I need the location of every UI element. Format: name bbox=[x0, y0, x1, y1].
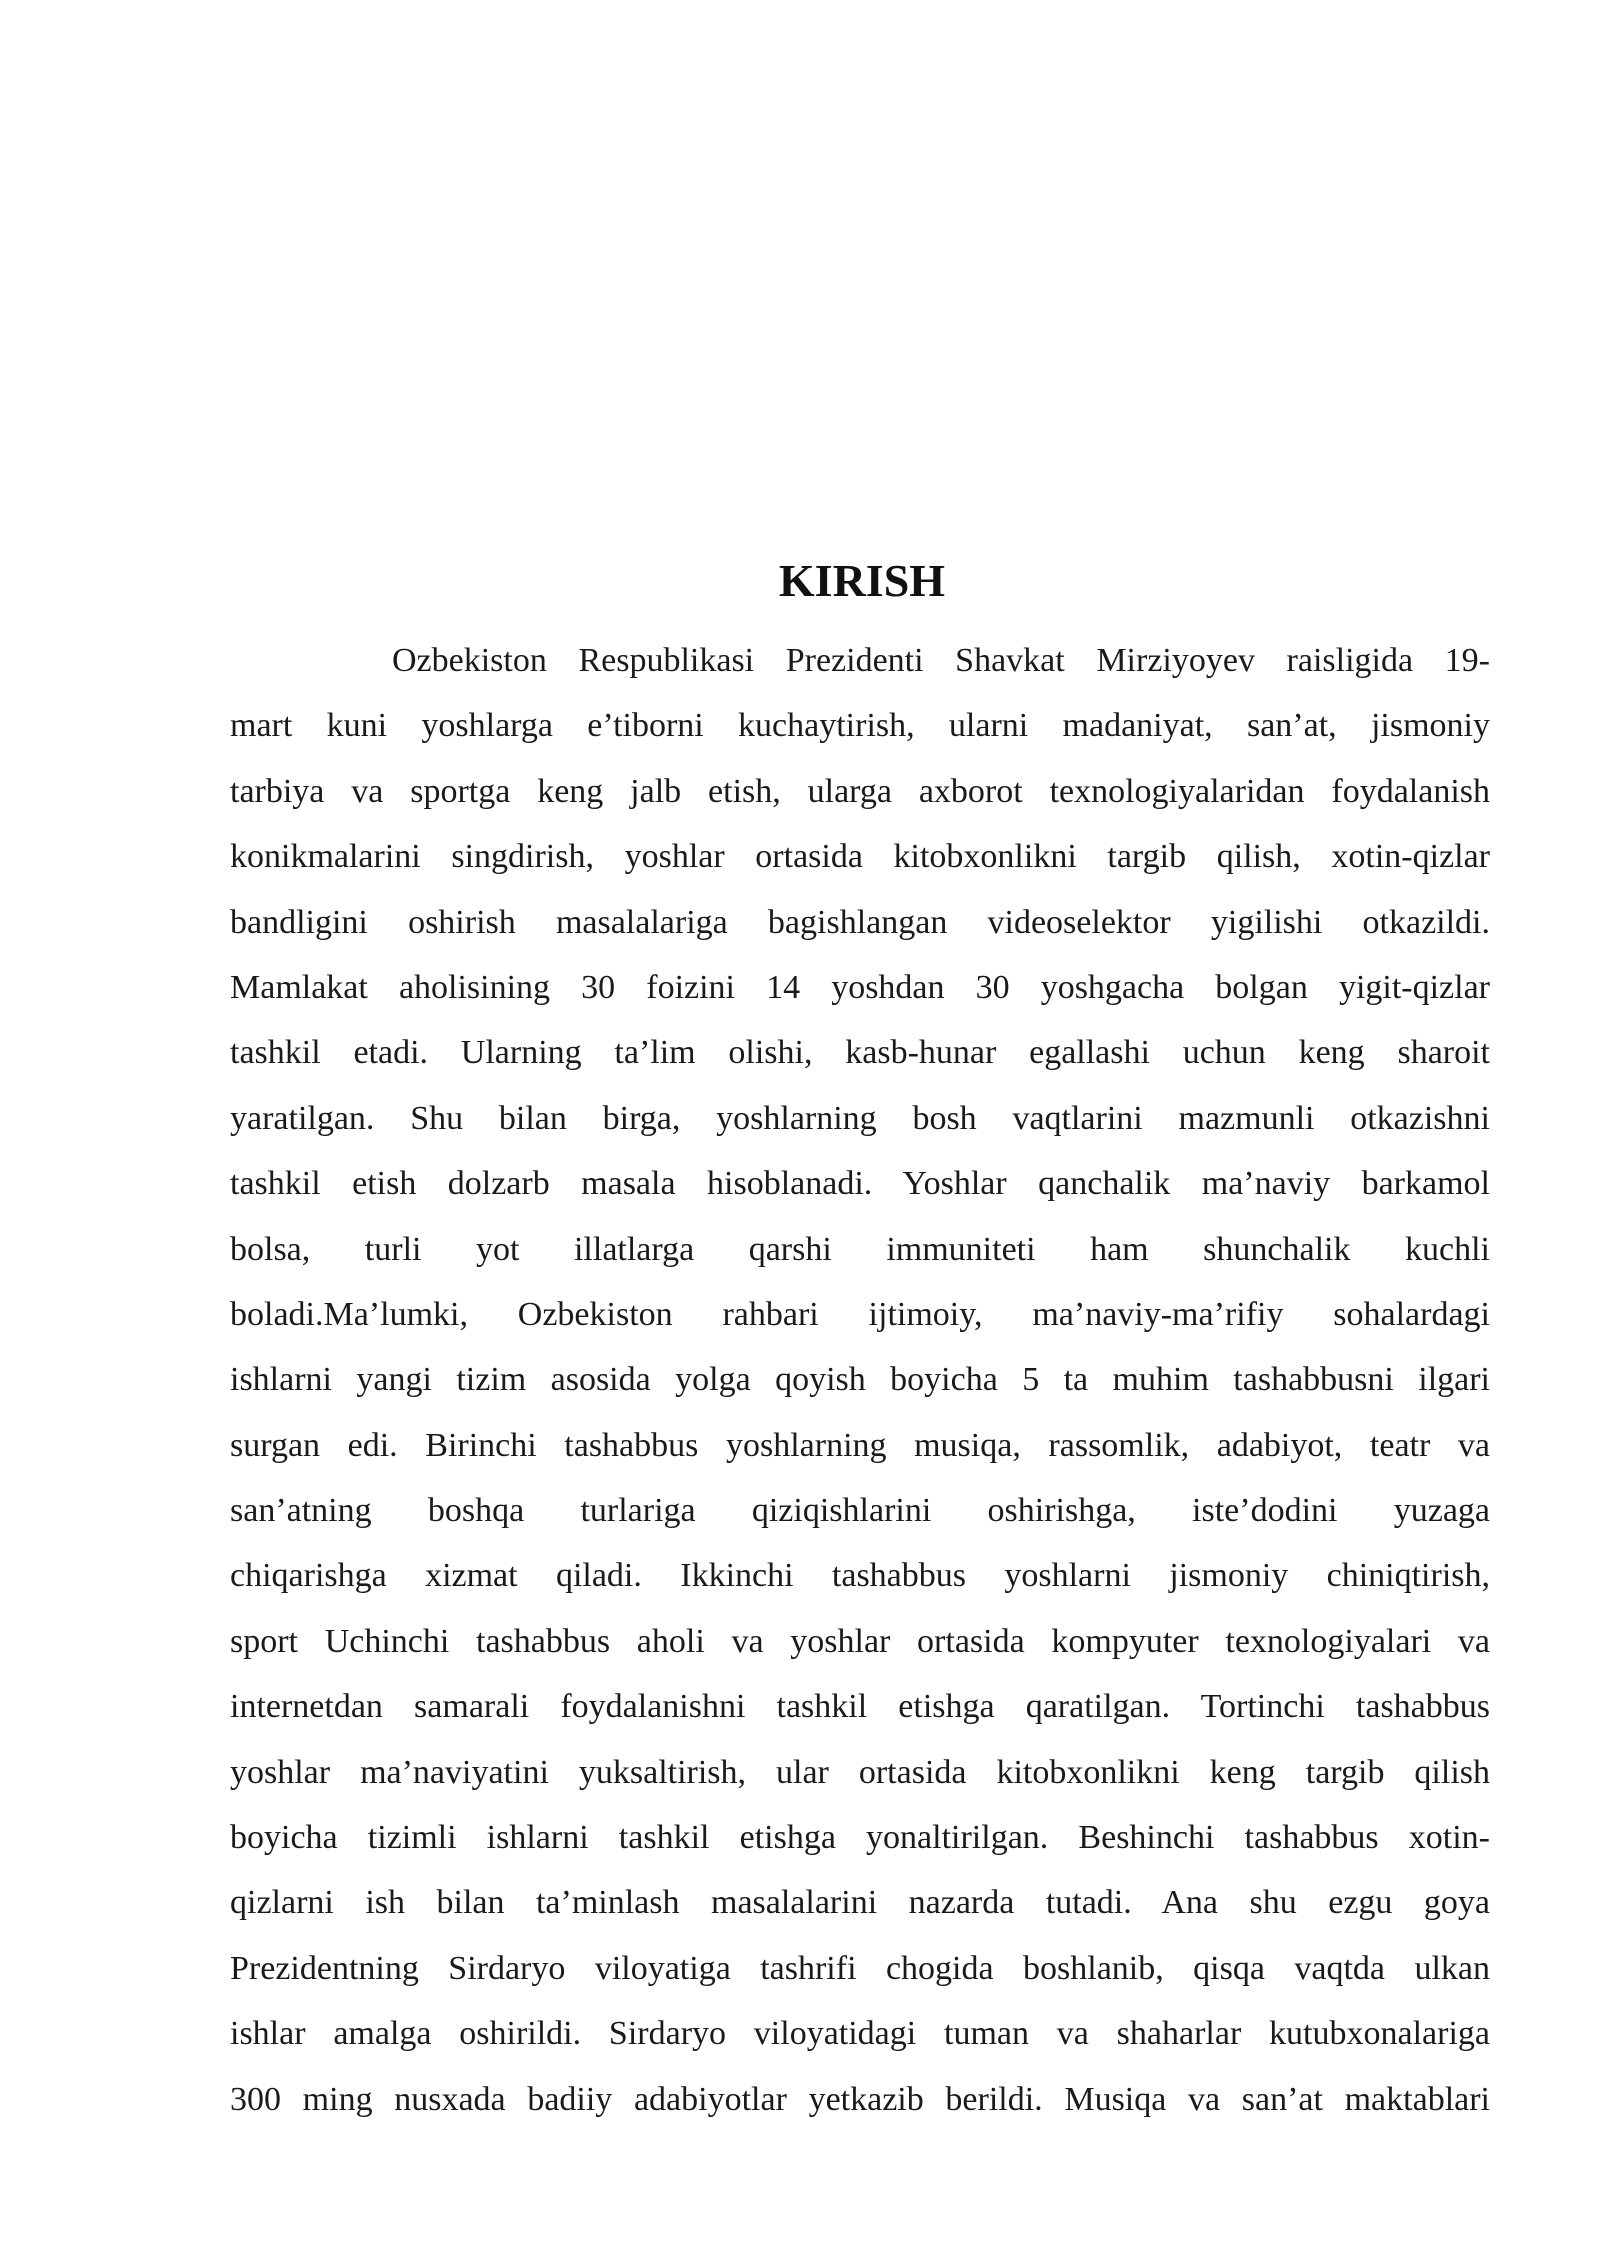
paragraph-line: bolsa, turli yot illatlarga qarshi immuniteti ham shunchalik kuchli bbox=[230, 1230, 1490, 1268]
paragraph-line: sport Uchinchi tashabbus aholi va yoshlar ortasida kompyuter texnologiyalari va bbox=[230, 1622, 1490, 1660]
paragraph-line: yaratilgan. Shu bilan birga, yoshlarning bosh vaqtlarini mazmunli otkazishni bbox=[230, 1099, 1490, 1137]
paragraph-line: san’atning boshqa turlariga qiziqishlarini oshirishga, iste’dodini yuzaga bbox=[230, 1492, 1490, 1530]
paragraph-line: ishlarni yangi tizim asosida yolga qoyish boyicha 5 ta muhim tashabbusni ilgari bbox=[230, 1361, 1490, 1399]
paragraph-line: boyicha tizimli ishlarni tashkil etishga yonaltirilgan. Beshinchi tashabbus xotin- bbox=[230, 1819, 1490, 1857]
paragraph-line: mart kuni yoshlarga e’tiborni kuchaytirish, ularni madaniyat, san’at, jismoniy bbox=[230, 707, 1490, 745]
paragraph-line: surgan edi. Birinchi tashabbus yoshlarning musiqa, rassomlik, adabiyot, teatr va bbox=[230, 1426, 1490, 1464]
paragraph-line: internetdan samarali foydalanishni tashkil etishga qaratilgan. Tortinchi tashabbus bbox=[230, 1688, 1490, 1726]
paragraph-line: tarbiya va sportga keng jalb etish, ularga axborot texnologiyalaridan foydalanish bbox=[230, 772, 1490, 810]
paragraph-line: tashkil etadi. Ularning ta’lim olishi, kasb-hunar egallashi uchun keng sharoit bbox=[230, 1034, 1490, 1072]
paragraph-line: qizlarni ish bilan ta’minlash masalalarini nazarda tutadi. Ana shu ezgu goya bbox=[230, 1884, 1490, 1922]
paragraph-line: bandligini oshirish masalalariga bagishlangan videoselektor yigilishi otkazildi. bbox=[230, 903, 1490, 941]
body-paragraph bbox=[230, 628, 1490, 2132]
paragraph-line: ishlar amalga oshirildi. Sirdaryo viloyatidagi tuman va shaharlar kutubxonalariga bbox=[230, 2015, 1490, 2053]
paragraph-line: konikmalarini singdirish, yoshlar ortasida kitobxonlikni targib qilish, xotin-qizlar bbox=[230, 838, 1490, 876]
paragraph-line: 300 ming nusxada badiiy adabiyotlar yetkazib berildi. Musiqa va san’at maktablari bbox=[230, 2080, 1490, 2118]
paragraph-line: Mamlakat aholisining 30 foizini 14 yoshdan 30 yoshgacha bolgan yigit-qizlar bbox=[230, 968, 1490, 1006]
paragraph-line: Ozbekiston Respublikasi Prezidenti Shavkat Mirziyoyev raisligida 19- bbox=[392, 642, 1490, 679]
paragraph-line: chiqarishga xizmat qiladi. Ikkinchi tashabbus yoshlarni jismoniy chiniqtirish, bbox=[230, 1557, 1490, 1595]
paragraph-line: boladi.Ma’lumki, Ozbekiston rahbari ijtimoiy, ma’naviy-ma’rifiy sohalardagi bbox=[230, 1295, 1490, 1333]
paragraph-line: yoshlar ma’naviyatini yuksaltirish, ular ortasida kitobxonlikni keng targib qilish bbox=[230, 1753, 1490, 1791]
paragraph-line: tashkil etish dolzarb masala hisoblanadi. Yoshlar qanchalik ma’naviy barkamol bbox=[230, 1165, 1490, 1203]
section-heading: KIRISH bbox=[778, 555, 946, 606]
paragraph-line: Prezidentning Sirdaryo viloyatiga tashrifi chogida boshlanib, qisqa vaqtda ulkan bbox=[230, 1949, 1490, 1987]
